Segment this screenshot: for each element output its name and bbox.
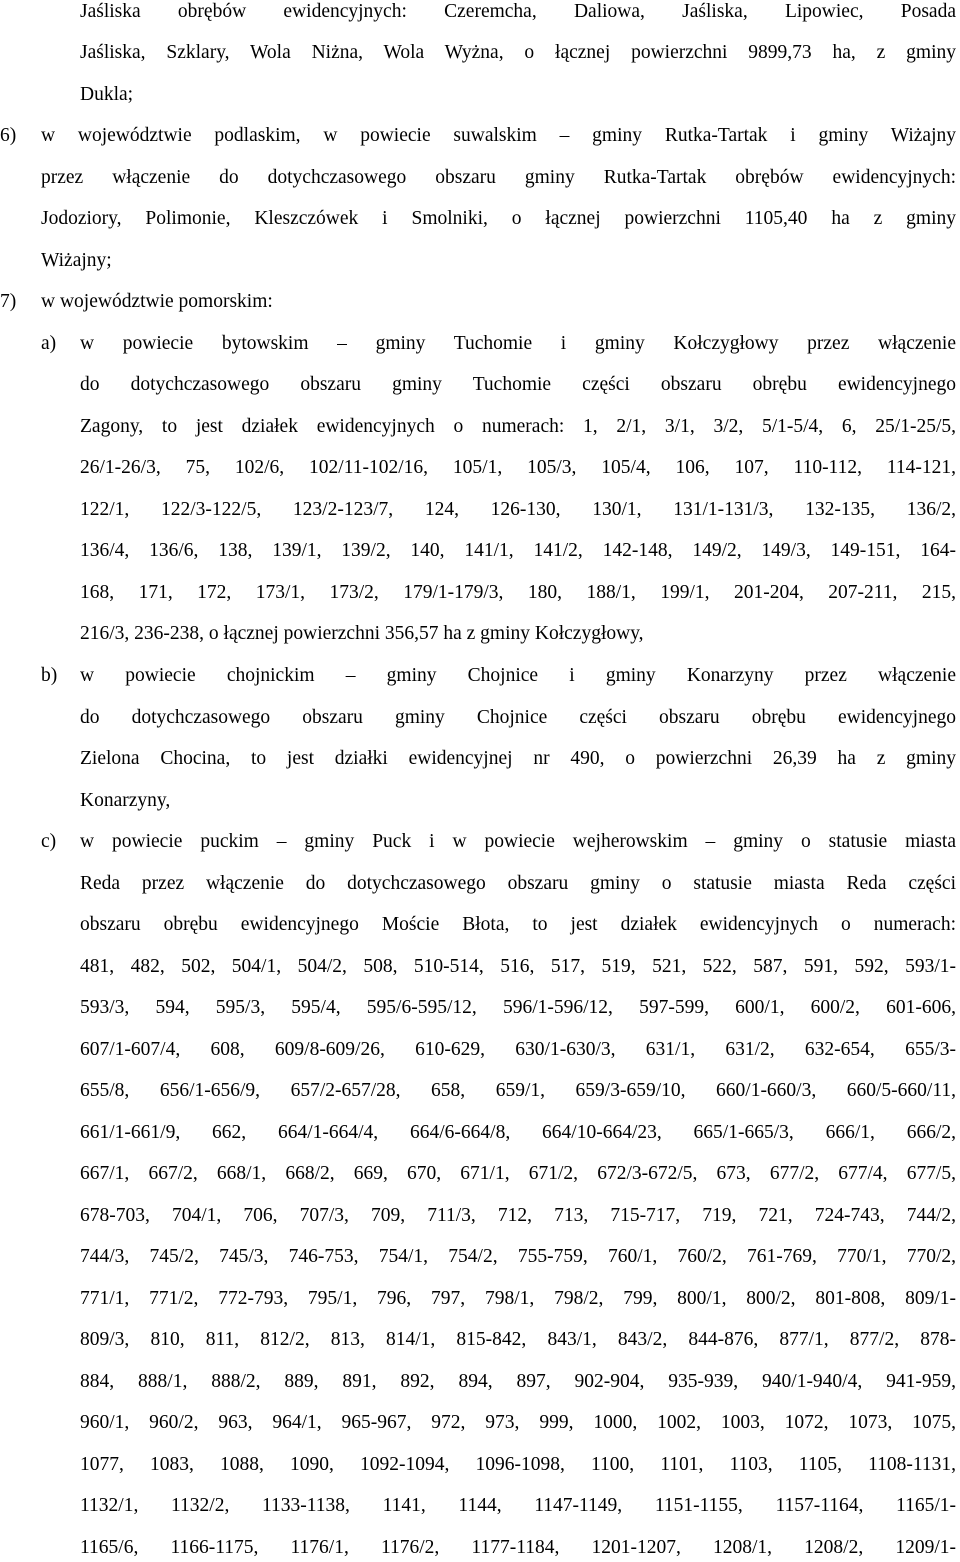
text-line: w powiecie chojnickim – gminy Chojnice i gminy Konarzyny przez włączenie bbox=[80, 665, 956, 686]
text-line: 884, 888/1, 888/2, 889, 891, 892, 894, 897, 902-904, 935-939, 940/1-940/4, 941-959, bbox=[80, 1371, 956, 1392]
text-line: 809/3, 810, 811, 812/2, 813, 814/1, 815-842, 843/1, 843/2, 844-876, 877/1, 877/2, 878- bbox=[80, 1329, 956, 1350]
list-marker-6: 6) bbox=[0, 125, 17, 146]
text-line: 136/4, 136/6, 138, 139/1, 139/2, 140, 141/1, 141/2, 142-148, 149/2, 149/3, 149-151, 164- bbox=[80, 540, 956, 561]
text-line: 960/1, 960/2, 963, 964/1, 965-967, 972, 973, 999, 1000, 1002, 1003, 1072, 1073, 1075, bbox=[80, 1412, 956, 1433]
list-marker-a: a) bbox=[41, 333, 57, 354]
text-line: Jodoziory, Polimonie, Kleszczówek i Smolniki, o łącznej powierzchni 1105,40 ha z gminy bbox=[41, 208, 956, 229]
text-line: 216/3, 236-238, o łącznej powierzchni 356,57 ha z gminy Kołczygłowy, bbox=[80, 623, 644, 644]
text-line: 1132/1, 1132/2, 1133-1138, 1141, 1144, 1147-1149, 1151-1155, 1157-1164, 1165/1- bbox=[80, 1495, 956, 1516]
text-line: Reda przez włączenie do dotychczasowego obszaru gminy o statusie miasta Reda części bbox=[80, 873, 956, 894]
text-line: Jaśliska obrębów ewidencyjnych: Czeremcha, Daliowa, Jaśliska, Lipowiec, Posada bbox=[80, 1, 956, 22]
text-line: w powiecie bytowskim – gminy Tuchomie i gminy Kołczygłowy przez włączenie bbox=[80, 333, 956, 354]
text-line: w powiecie puckim – gminy Puck i w powiecie wejherowskim – gminy o statusie miasta bbox=[80, 831, 956, 852]
text-line: Zagony, to jest działek ewidencyjnych o numerach: 1, 2/1, 3/1, 3/2, 5/1-5/4, 6, 25/1-25/5, bbox=[80, 416, 956, 437]
text-line: 122/1, 122/3-122/5, 123/2-123/7, 124, 126-130, 130/1, 131/1-131/3, 132-135, 136/2, bbox=[80, 499, 956, 520]
text-line: 678-703, 704/1, 706, 707/3, 709, 711/3, 712, 713, 715-717, 719, 721, 724-743, 744/2, bbox=[80, 1205, 956, 1226]
text-line: do dotychczasowego obszaru gminy Chojnice części obszaru obrębu ewidencyjnego bbox=[80, 707, 956, 728]
text-line: 1077, 1083, 1088, 1090, 1092-1094, 1096-1098, 1100, 1101, 1103, 1105, 1108-1131, bbox=[80, 1454, 956, 1475]
text-line: w województwie pomorskim: bbox=[41, 291, 273, 312]
text-line: 26/1-26/3, 75, 102/6, 102/11-102/16, 105/1, 105/3, 105/4, 106, 107, 110-112, 114-121, bbox=[80, 457, 956, 478]
text-line: do dotychczasowego obszaru gminy Tuchomie części obszaru obrębu ewidencyjnego bbox=[80, 374, 956, 395]
text-line: 481, 482, 502, 504/1, 504/2, 508, 510-514, 516, 517, 519, 521, 522, 587, 591, 592, 593/1- bbox=[80, 956, 956, 977]
text-line: Zielona Chocina, to jest działki ewidencyjnej nr 490, o powierzchni 26,39 ha z gminy bbox=[80, 748, 956, 769]
list-marker-7: 7) bbox=[0, 291, 17, 312]
text-line: Konarzyny, bbox=[80, 790, 171, 811]
list-marker-b: b) bbox=[41, 665, 58, 686]
text-line: przez włączenie do dotychczasowego obszaru gminy Rutka-Tartak obrębów ewidencyjnych: bbox=[41, 167, 956, 188]
text-line: 168, 171, 172, 173/1, 173/2, 179/1-179/3, 180, 188/1, 199/1, 201-204, 207-211, 215, bbox=[80, 582, 956, 603]
text-line: obszaru obrębu ewidencyjnego Moście Błota, to jest działek ewidencyjnych o numerach: bbox=[80, 914, 956, 935]
text-line: 655/8, 656/1-656/9, 657/2-657/28, 658, 659/1, 659/3-659/10, 660/1-660/3, 660/5-660/11, bbox=[80, 1080, 956, 1101]
text-line: 771/1, 771/2, 772-793, 795/1, 796, 797, 798/1, 798/2, 799, 800/1, 800/2, 801-808, 809/1- bbox=[80, 1288, 956, 1309]
text-line: 661/1-661/9, 662, 664/1-664/4, 664/6-664/8, 664/10-664/23, 665/1-665/3, 666/1, 666/2, bbox=[80, 1122, 956, 1143]
text-line: 593/3, 594, 595/3, 595/4, 595/6-595/12, 596/1-596/12, 597-599, 600/1, 600/2, 601-606, bbox=[80, 997, 956, 1018]
text-line: w województwie podlaskim, w powiecie suwalskim – gminy Rutka-Tartak i gminy Wiżajny bbox=[41, 125, 956, 146]
text-line: Dukla; bbox=[80, 84, 134, 105]
text-line: 1165/6, 1166-1175, 1176/1, 1176/2, 1177-1184, 1201-1207, 1208/1, 1208/2, 1209/1- bbox=[80, 1537, 956, 1558]
text-line: 607/1-607/4, 608, 609/8-609/26, 610-629, 630/1-630/3, 631/1, 631/2, 632-654, 655/3- bbox=[80, 1039, 956, 1060]
text-line: Jaśliska, Szklary, Wola Niżna, Wola Wyżna, o łącznej powierzchni 9899,73 ha, z gminy bbox=[80, 42, 956, 63]
text-line: 667/1, 667/2, 668/1, 668/2, 669, 670, 671/1, 671/2, 672/3-672/5, 673, 677/2, 677/4, 677/5, bbox=[80, 1163, 956, 1184]
text-line: Wiżajny; bbox=[41, 250, 112, 271]
text-line: 744/3, 745/2, 745/3, 746-753, 754/1, 754/2, 755-759, 760/1, 760/2, 761-769, 770/1, 770/2, bbox=[80, 1246, 956, 1267]
list-marker-c: c) bbox=[41, 831, 57, 852]
